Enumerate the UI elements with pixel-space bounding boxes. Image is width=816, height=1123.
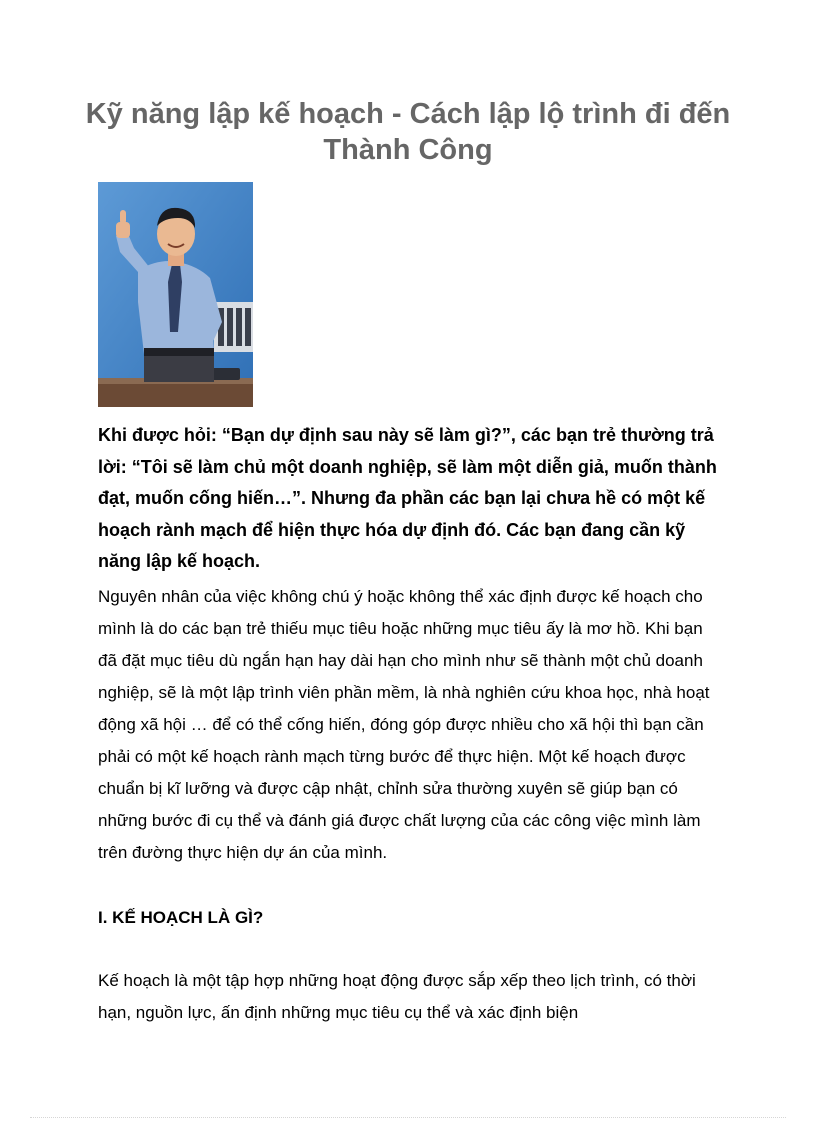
intro-paragraph: Khi được hỏi: “Bạn dự định sau này sẽ làm gì?”, các bạn trẻ thường trả lời: “Tôi sẽ làm chủ một doanh nghiệp, sẽ làm một diễn giả, muốn thành đạt, muốn cống hiến…”. Nhưng đa phần các bạn lại chưa hề có một kế hoạch rành mạch để hiện thực hóa dự định đó. Các bạn đang cần kỹ năng lập kế hoạch. — [98, 425, 717, 571]
definition-paragraph: Kế hoạch là một tập hợp những hoạt động được sắp xếp theo lịch trình, có thời hạn, nguồn lực, ấn định những mục tiêu cụ thể và xác định biện — [98, 971, 696, 1022]
document-title: Kỹ năng lập kế hoạch - Cách lập lộ trình đi đến Thành Công — [85, 98, 731, 166]
page-bottom-border — [30, 1117, 786, 1118]
body-paragraph: Nguyên nhân của việc không chú ý hoặc không thể xác định được kế hoạch cho mình là do các bạn trẻ thiếu mục tiêu hoặc những mục tiêu ấy là mơ hồ. Khi bạn đã đặt mục tiêu dù ngắn hạn hay dài hạn cho mình như sẽ thành một chủ doanh nghiệp, sẽ là một lập trình viên phần mềm, là nhà nghiên cứu khoa học, nhà hoạt động xã hội … để có thể cống hiến, đóng góp được nhiều cho xã hội thì bạn cần phải có một kế hoạch rành mạch từng bước để thực hiện. Một kế hoạch được chuẩn bị kĩ lưỡng và được cập nhật, chỉnh sửa thường xuyên sẽ giúp bạn có những bước đi cụ thể và đánh giá được chất lượng của các công việc mình làm trên đường thực hiện dự án của mình. — [98, 587, 710, 862]
businessman-thumbs-up-photo — [98, 182, 253, 407]
section-heading: I. KẾ HOẠCH LÀ GÌ? — [98, 908, 264, 927]
